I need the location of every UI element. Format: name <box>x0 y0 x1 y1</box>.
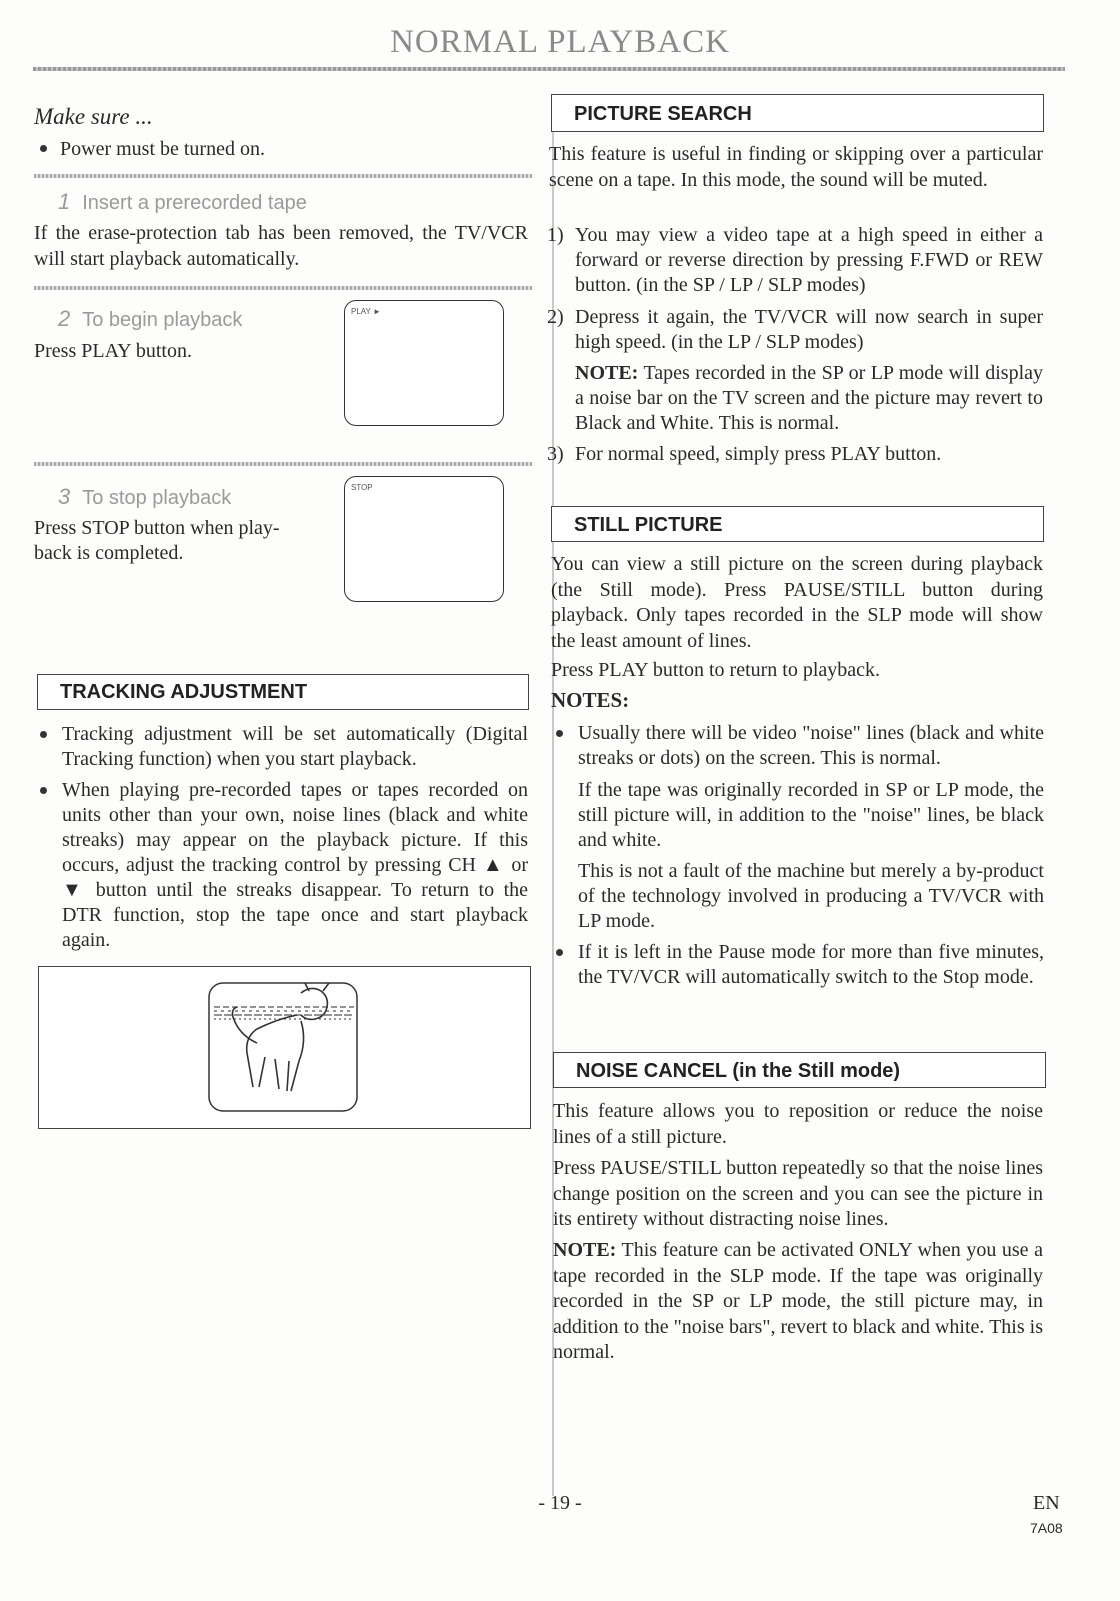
bullet-icon <box>556 949 563 956</box>
step-number: 3 <box>58 484 71 509</box>
bullet-icon <box>556 730 563 737</box>
tracking-bullet-1 <box>62 722 528 772</box>
illustration-frame <box>38 966 531 1129</box>
still-notes-bullet-1-p2: If the tape was originally recorded in SP or LP mode, the still picture will, in addition to the "noise" lines, be black and white. <box>578 779 1044 851</box>
item-number: 2) <box>547 306 564 328</box>
tracking-heading: TRACKING ADJUSTMENT <box>37 674 529 710</box>
tv-screen-play <box>344 300 504 426</box>
tracking-bullet-2 <box>62 778 528 953</box>
step-3-title <box>58 484 231 510</box>
page-number: - 19 - <box>538 1492 582 1514</box>
step-number: 2 <box>58 306 71 331</box>
make-sure-text: Power must be turned on. <box>60 138 265 160</box>
divider <box>34 286 532 290</box>
bullet-text: If it is left in the Pause mode for more than five minutes, the TV/VCR will automatically switch to the Stop mode. <box>578 941 1044 988</box>
still-picture-intro: You can view a still picture on the screen during playback (the Still mode). Press PAUSE/STILL button during playback. Only tapes recorded in the SLP mode will show the least amount of lines. <box>551 553 1043 652</box>
bullet-text: When playing pre-recorded tapes or tapes recorded on units other than your own, noise lines (black and white streaks) may appear on the playback picture. If this occurs, adjust the tracking control by pressing CH ▲ or ▼ button until the streaks disappear. To return to the DTR function, stop the tape once and start playback again. <box>62 779 528 951</box>
noise-cancel-note <box>553 1238 1043 1366</box>
step-number: 1 <box>58 189 71 214</box>
document-code: 7A08 <box>1030 1520 1063 1536</box>
divider <box>34 174 532 178</box>
picture-search-intro: This feature is useful in finding or skipping over a particular scene on a tape. In this mode, the sound will be muted. <box>549 143 1043 191</box>
bullet-text: Usually there will be video "noise" lines (black and white streaks or dots) on the screen. This is normal. <box>578 722 1044 769</box>
make-sure-heading: Make sure ... <box>34 104 153 129</box>
picture-search-item-2 <box>547 305 1043 355</box>
noise-cancel-p1: This feature allows you to reposition or reduce the noise lines of a still picture. <box>553 1100 1043 1148</box>
note-label: NOTE: <box>575 362 639 384</box>
item-number: 1) <box>547 224 564 246</box>
screen-label: PLAY ► <box>351 307 381 316</box>
noise-cancel-p2: Press PAUSE/STILL button repeatedly so that the noise lines change position on the screen and you can see the picture in its entirety without distracting noise lines. <box>553 1157 1043 1230</box>
picture-search-heading: PICTURE SEARCH <box>551 94 1044 132</box>
language-code: EN <box>1033 1492 1060 1514</box>
note-label: NOTE: <box>553 1239 617 1261</box>
screen-label: STOP <box>351 483 373 492</box>
step-title-text: To begin playback <box>82 309 243 331</box>
item-number: 3) <box>547 443 564 465</box>
step-title-text: Insert a prerecorded tape <box>82 192 307 214</box>
picture-search-item-3 <box>547 442 1043 467</box>
item-text: For normal speed, simply press PLAY button. <box>575 443 942 465</box>
bullet-icon <box>40 787 47 794</box>
item-text: Depress it again, the TV/VCR will now search in super high speed. (in the LP / SLP modes) <box>575 306 1043 353</box>
note-text: This feature can be activated ONLY when you use a tape recorded in the SLP mode. If the tape was originally recorded in the SP or LP mode, the still picture may, in addition to the "noise bars", revert to black and white. This is normal. <box>553 1239 1043 1363</box>
item-text: You may view a video tape at a high speed in either a forward or reverse direction by pressing F.FWD or REW button. (in the SP / LP / SLP modes) <box>575 224 1043 296</box>
step-3-text-line2: back is completed. <box>34 542 184 564</box>
make-sure-item <box>40 137 265 163</box>
step-2-title <box>58 306 242 332</box>
page-title: NORMAL PLAYBACK <box>390 24 730 60</box>
bullet-icon <box>40 145 47 152</box>
picture-search-note <box>575 361 1043 436</box>
divider <box>34 462 532 466</box>
still-notes-bullet-1-p3: This is not a fault of the machine but merely a by-product of the technology involved in producing a TV/VCR with LP mode. <box>578 860 1044 932</box>
notes-heading: NOTES: <box>551 688 630 712</box>
still-notes-bullet-1 <box>578 721 1044 771</box>
step-title-text: To stop playback <box>82 487 232 509</box>
note-text: Tapes recorded in the SP or LP mode will display a noise bar on the TV screen and the picture may revert to Black and White. This is normal. <box>575 362 1043 434</box>
noise-cancel-heading: NOISE CANCEL (in the Still mode) <box>553 1052 1046 1088</box>
still-picture-return: Press PLAY button to return to playback. <box>551 659 881 681</box>
tv-screen-outline <box>209 983 357 1111</box>
bullet-text: Tracking adjustment will be set automatically (Digital Tracking function) when you start playback. <box>62 723 528 770</box>
still-notes-bullet-2 <box>578 940 1044 990</box>
step-3-text-line1: Press STOP button when play- <box>34 517 280 539</box>
tv-noise-dog-illustration <box>39 967 530 1128</box>
tv-screen-stop <box>344 476 504 602</box>
still-picture-heading: STILL PICTURE <box>551 506 1044 542</box>
step-1-title <box>58 189 307 215</box>
step-1-text: If the erase-protection tab has been removed, the TV/VCR will start playback automatically. <box>34 222 528 270</box>
bullet-icon <box>40 731 47 738</box>
title-underline <box>33 67 1065 71</box>
step-2-text: Press PLAY button. <box>34 340 192 362</box>
picture-search-item-1 <box>547 223 1043 298</box>
